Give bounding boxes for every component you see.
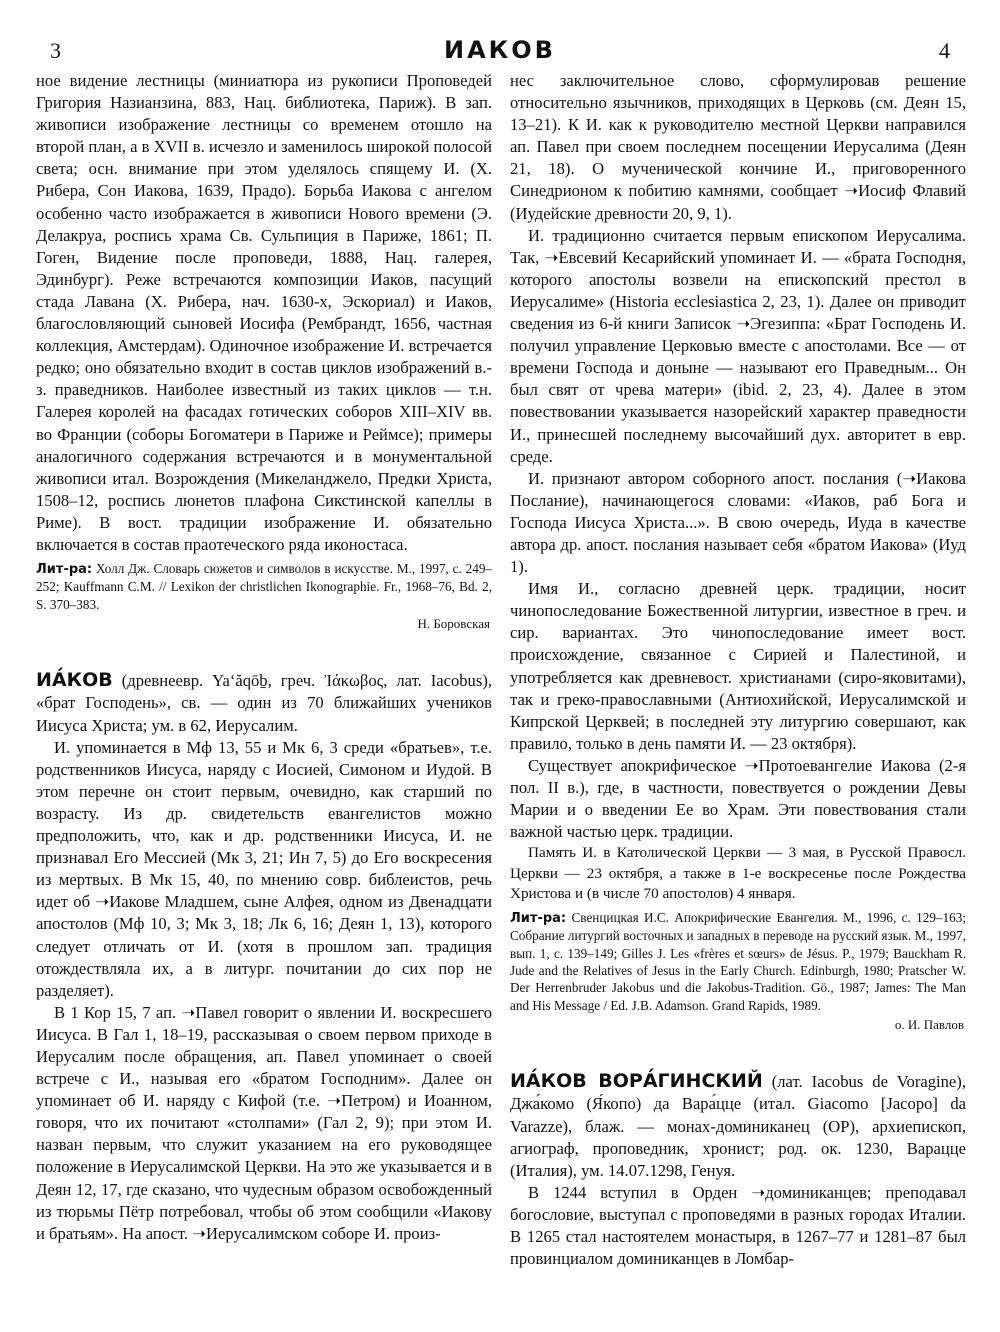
- left-column: [36, 70, 492, 1245]
- literature: [510, 909, 966, 1014]
- paragraph: Имя И., согласно древней церк. традиции, носит чинопоследование Божественной литургии, известное в греч. и сир. вариантах. Это чинопоследование имеет вост. происхождение, связанное с Сирией и Палестиной, и употребляется как древневост. христианами (сиро-яковитами), так и греко-православными (Антиохийской, Иерусалимской и Кипрской Церквей; в последней эту литургию совершают, как правило, только в день памяти И. — 23 октября).: [510, 579, 966, 753]
- author-signature: о. И. Павлов: [894, 1017, 964, 1033]
- entry-title: ИА́КОВ: [36, 669, 113, 692]
- literature-text: Холл Дж. Словарь сюжетов и символов в искусстве. М., 1997, с. 249–252; Kauffmann C.M. // Lexikon der christlichen Ikonographie. Fr., 1968–76, Bd. 2, S. 370–383.: [36, 561, 493, 612]
- paragraph: Память И. в Католической Церкви — 3 мая, в Русской Правосл. Церкви — 23 октября, а также в 1-е воскресенье после Рождества Христова и (в числе 70 апостолов) 4 января.: [510, 844, 966, 903]
- entry-intro: (древнеевр. Ya‘ăqōḇ, греч. Ἰάκωβος, лат. Iacobus), «брат Господень», св. — один из 70 ближайших учеников Иисуса Христа; ум. в 62, Иерусалим.: [36, 671, 492, 735]
- literature-text: Свенцицкая И.С. Апокрифические Евангелия. М., 1996, с. 129–163; Собрание литургий восточных и западных в переводе на русский язык. М., 1997, вып. 1, с. 139–149; Gilles J. Les «frères et sœurs» de Jésus. P., 1979; Bauckham R. Jude and the Relatives of Jesus in the Early Church. Edinburgh, 1980; Pratscher W. Der Herrenbruder Jakobus und die Jakobus-Tradition. Gö., 1987; James: The Man and His Message / Ed. J.B. Adamson. Grand Rapids, 1989.: [510, 909, 967, 1013]
- paragraph: В 1244 вступил в Орден ➝доминиканцев; преподавал богословие, выступал с проповедями в разных городах Италии. В 1265 стал настоятелем монастыря, в 1267–77 и 1281–87 был провинциалом доминиканцев в Ломбар-: [510, 1182, 966, 1269]
- page-header: [28, 38, 972, 68]
- running-head: ИАКОВ: [444, 36, 556, 64]
- literature: [36, 560, 492, 613]
- entry-heading: [36, 669, 492, 736]
- entry-heading: [510, 1070, 966, 1181]
- literature-label: Лит-ра:: [36, 562, 93, 578]
- page-number-right: 4: [939, 38, 950, 63]
- paragraph: И. признают автором соборного апост. послания (➝Иакова Послание), начинающегося словами: «Иаков, раб Бога и Господа Иисуса Христа...». В свою очередь, Иуда в качестве автора др. апост. послания называет себя «братом Иакова» (Иуд 1).: [510, 468, 966, 577]
- entry-title: ИА́КОВ ВОРА́ГИНСКИЙ: [510, 1070, 763, 1093]
- paragraph: В 1 Кор 15, 7 ап. ➝Павел говорит о явлении И. воскресшего Иисуса. В Гал 1, 18–19, рассказывая о своем первом приходе в Иерусалим после обращения, ап. Павел упоминает о своей встрече с И., называя его «братом Господним». Далее он упоминает об И. наряду с Кифой (т.е. ➝Петром) и Иоанном, говоря, что их почитают «столпами» (Гал 2, 9); при этом И. назван первым, что служит указанием на его руководящее положение в Иерусалимской Церкви. На это же указывается и в Деян 12, 17, где сказано, что чудесным образом освобожденный из тюрьмы Пётр потребовал, чтобы об этом сообщили «Иакову и братьям». На апост. ➝Иерусалимском соборе И. произ-: [36, 1002, 492, 1243]
- literature-label: Лит-ра:: [510, 910, 567, 926]
- paragraph: нес заключительное слово, сформулировав решение относительно язычников, приходящих в Церковь (см. Деян 15, 13–21). К И. как к руководителю местной Церкви направился ап. Павел при своем последнем посещении Иерусалима (Деян 21, 18). О мученической кончине И., приговоренного Синедрионом к побитию камнями, сообщает ➝Иосиф Флавий (Иудейские древности 20, 9, 1).: [510, 71, 966, 223]
- paragraph: Существует апокрифическое ➝Протоевангелие Иакова (2-я пол. II в.), где, в частности, повествуется о рождении Девы Марии и о введении Ее во Храм. Эти повествования стали важной частью церк. традиции.: [510, 755, 966, 842]
- paragraph: ное видение лестницы (миниатюра из рукописи Проповедей Григория Назианзина, 883, Нац. библиотека, Париж). В зап. живописи изображение лестницы со временем отошло на второй план, а в XVII в. исчезло и заменилось широкой полосой света; осн. внимание при этом уделялось спящему И. (Х. Рибера, Сон Иакова, 1639, Прадо). Борьба Иакова с ангелом особенно часто изображается в живописи Нового времени (Э. Делакруа, роспись храма Св. Сульпиция в Париже, 1861; П. Гоген, Видение после проповеди, 1888, Нац. галерея, Эдинбург). Реже встречаются композиции Иаков, пасущий стада Лавана (Х. Рибера, нач. 1630-х, Эскориал) и Иаков, благословляющий сыновей Иосифа (Рембрандт, 1656, частная коллекция, Амстердам). Одиночное изображение И. встречается редко; оно обязательно входит в состав циклов изображений в.-з. праведников. Наиболее известный из таких циклов — т.н. Галерея королей на фасадах готических соборов XIII–XIV вв. во Франции (соборы Богоматери в Париже и Реймсе); примеры аналогичного содержания встречаются и в монументальной живописи итал. Возрождения (Микеланджело, Предки Христа, 1508–12, роспись люнетов плафона Сикстинской капеллы в Риме). В вост. традиции изображение И. обязательно включается в состав праотеческого ряда иконостаса.: [36, 71, 492, 554]
- paragraph: И. традиционно считается первым епископом Иерусалима. Так, ➝Евсевий Кесарийский упоминает И. — «брата Господня, которого апостолы возвели на епископский престол в Иерусалиме» (Historia ecclesiastica 2, 23, 1). Далее он приводит сведения из 6-й книги Записок ➝Эгезиппа: «Брат Господень И. получил управление Церковью вместе с апостолами. Все — от времени Господа и доныне — называют его Праведным... Он был свят от чрева матери» (ibid. 2, 23, 4). Далее в этом повествовании указывается назорейский характер праведности И., принесшей последнему высочайший дух. авторитет в евр. среде.: [510, 225, 966, 466]
- author-signature: Н. Боровская: [417, 616, 490, 632]
- page-number-left: 3: [50, 38, 61, 63]
- entry-intro: (лат. Iacobus de Voragine), Джа́комо (Я́копо) да Вара́цце (итал. Giacomo [Jacopo] da Varazze), блаж. — монах-доминиканец (OP), архиепископ, агиограф, проповедник, хронист; род. ок. 1230, Варацце (Италия), ум. 14.07.1298, Генуя.: [510, 1072, 966, 1180]
- paragraph: И. упоминается в Мф 13, 55 и Мк 6, 3 среди «братьев», т.е. родственников Иисуса, наряду с Иосией, Симоном и Иудой. В этом перечне он стоит первым, очевидно, как старший по возрасту. Из др. свидетельств евангелистов можно предположить, что, как и др. родственники Иисуса, И. не признавал Его Мессией (Мк 3, 21; Ин 7, 5) до Его воскресения из мертвых. В Мк 15, 40, по мнению совр. библеистов, речь идет об ➝Иакове Младшем, сыне Алфея, одном из Двенадцати апостолов (Мф 10, 3; Мк 3, 18; Лк 6, 16; Деян 1, 13), которого следует отличать от И. (хотя в прошлом зап. традиция отождествляла их, а в литург. почитании до сих пор не разделяет).: [36, 737, 492, 1000]
- right-column: [510, 70, 966, 1270]
